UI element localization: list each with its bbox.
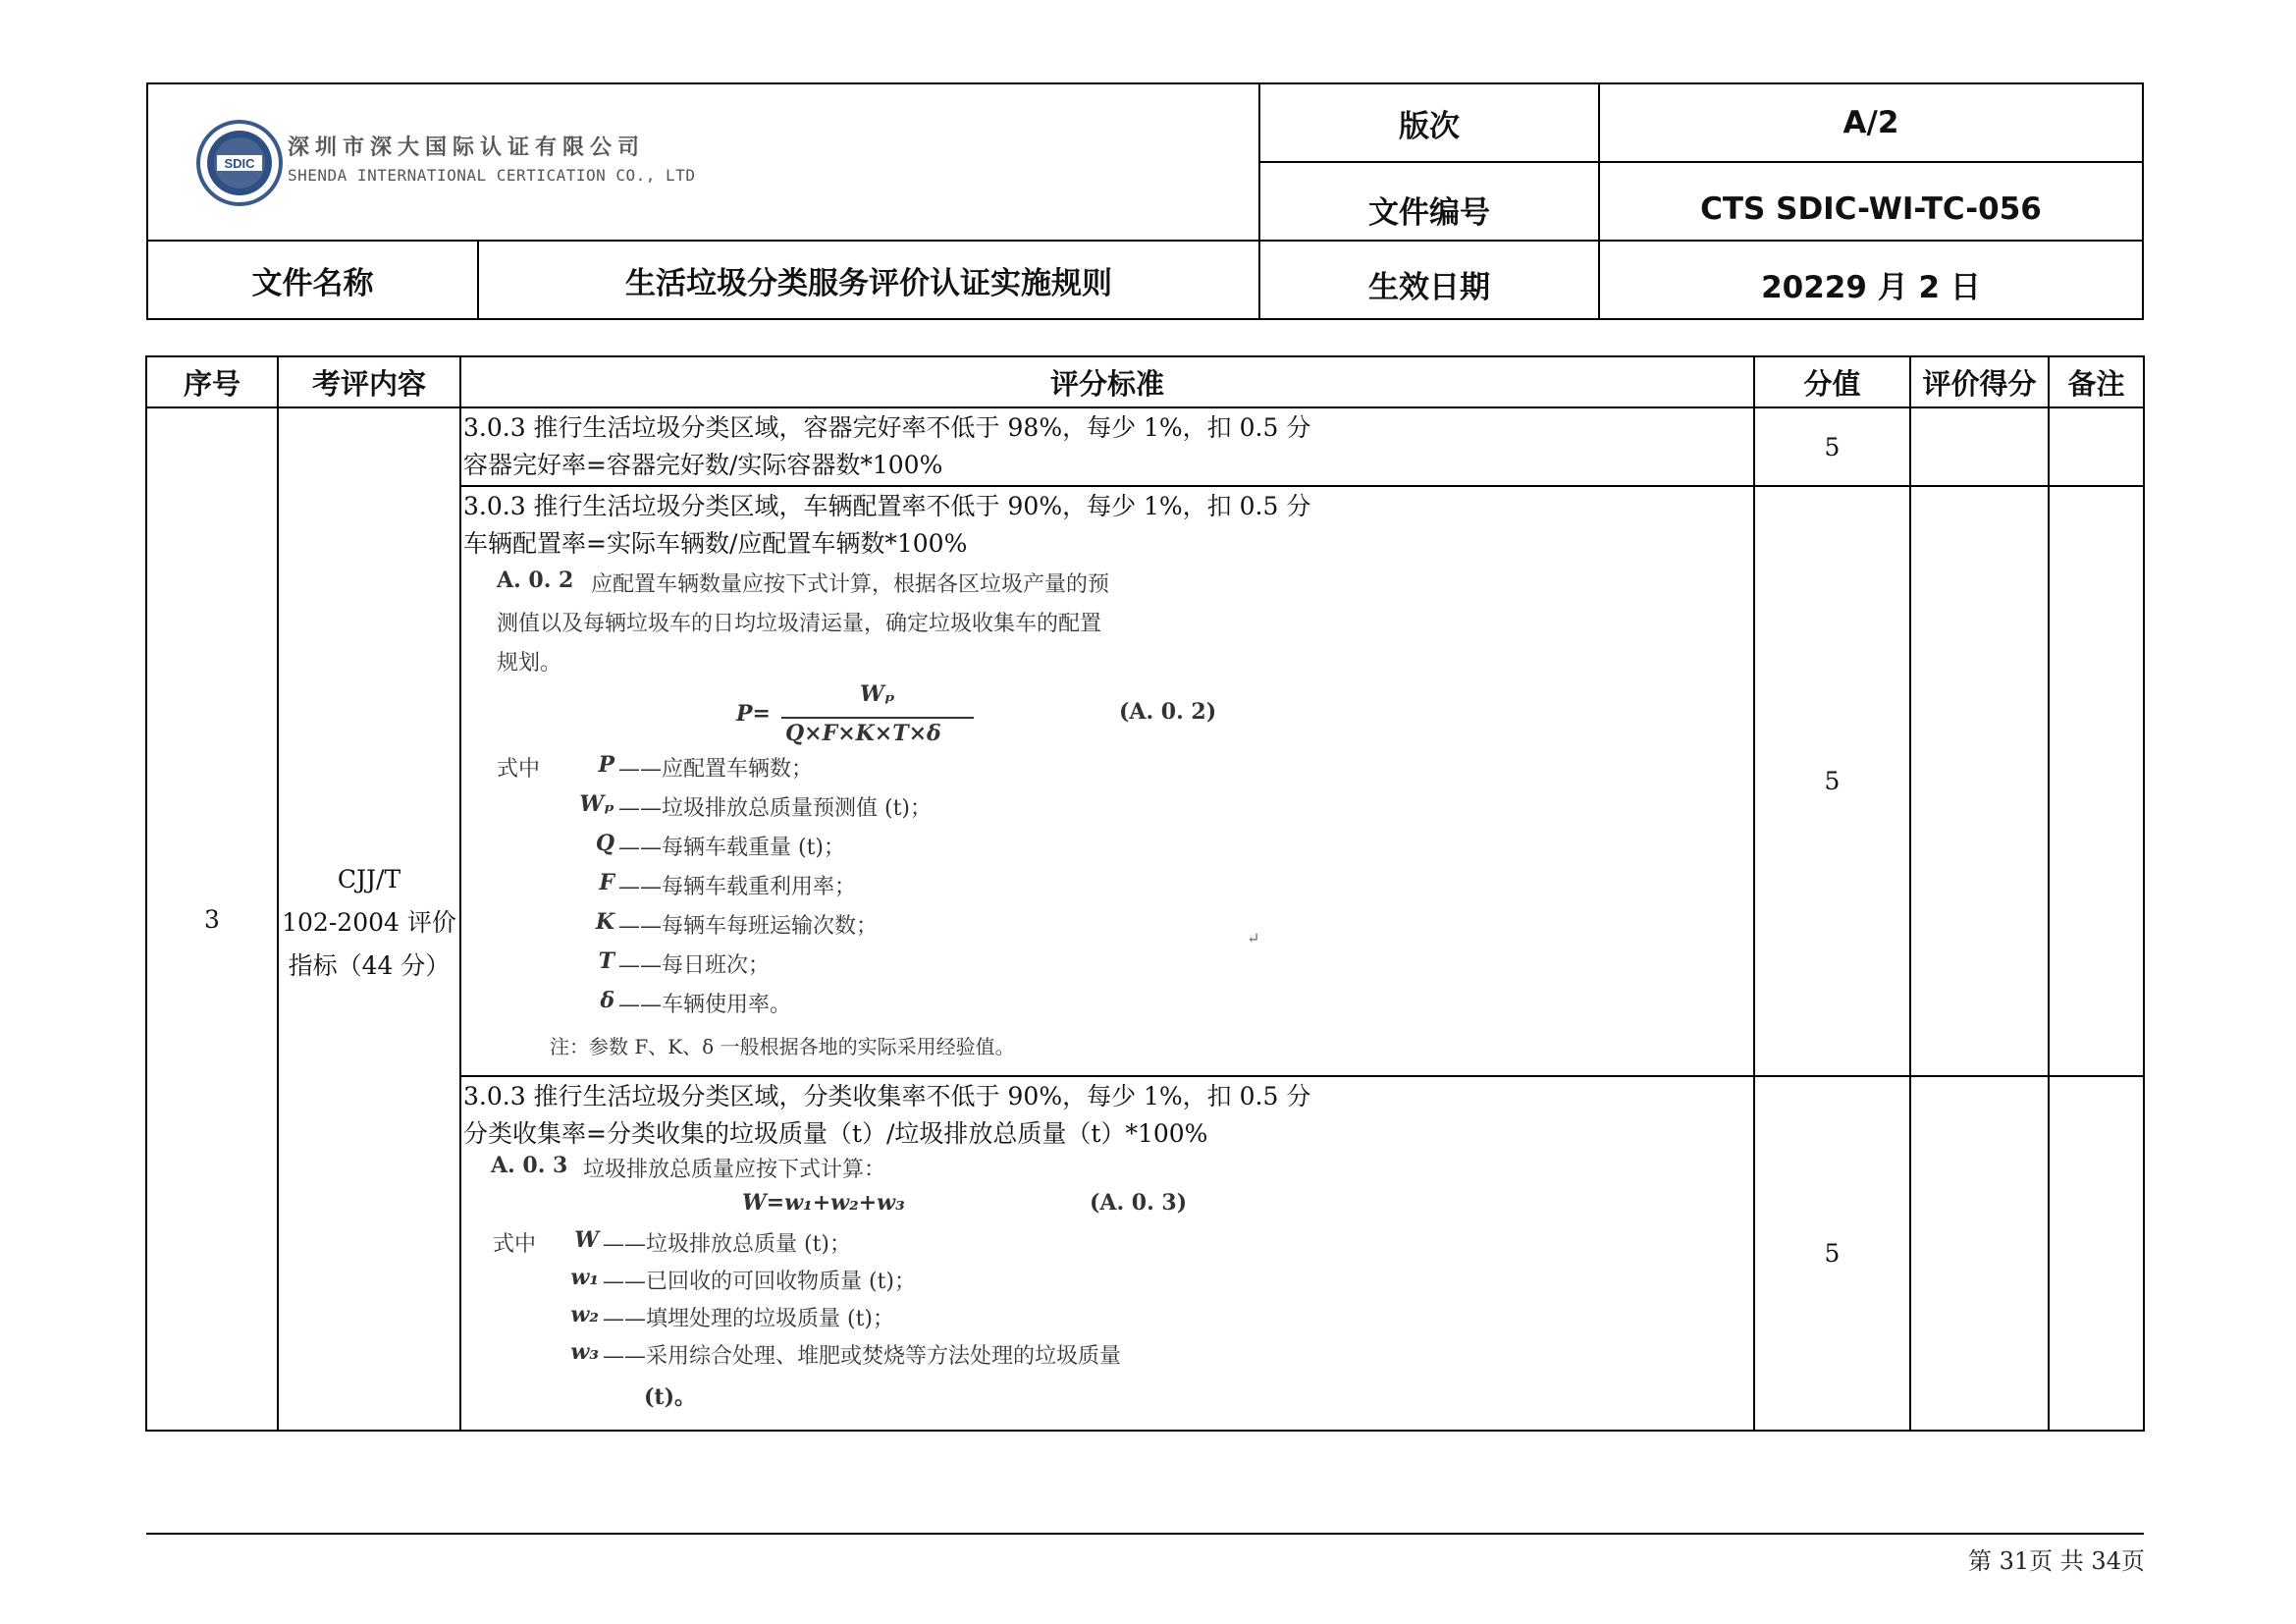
footer-divider: [146, 1533, 2144, 1535]
excerpt-a03-p1: 垃圾排放总质量应按下式计算：: [583, 1158, 886, 1182]
criteria-3-line-2: 分类收集率=分类收集的垃圾质量（t）/垃圾排放总质量（t）*100%: [463, 1119, 1208, 1148]
formula-a03: W=w₁+w₂+w₃: [742, 1190, 905, 1216]
excerpt-a03-label: A. 0. 3: [491, 1153, 568, 1178]
formula-a02-denominator: Q×F×K×T×δ: [785, 721, 941, 746]
var-a02-sym-1: Wₚ: [579, 791, 614, 817]
formula-a02-ref: (A. 0. 2): [1119, 699, 1217, 725]
criteria-2-line-1: 3.0.3 推行生活垃圾分类区域，车辆配置率不低于 90%，每少 1%，扣 0.5 分: [463, 492, 1311, 520]
excerpt-a03-tail: (t)。: [644, 1384, 696, 1410]
header-eval-score: 评价得分: [1922, 366, 2037, 401]
company-name-en: SHENDA INTERNATIONAL CERTICATION CO., LTD: [288, 166, 696, 185]
var-a03-desc-1: ——已回收的可回收物质量 (t)；: [603, 1270, 917, 1294]
var-a02-desc-3: ——每辆车载重利用率；: [618, 875, 857, 899]
formula-a03-ref: (A. 0. 3): [1090, 1190, 1188, 1216]
doc-no-label: 文件编号: [1368, 194, 1490, 231]
header-seq: 序号: [183, 366, 240, 401]
formula-a02-lhs: P=: [736, 701, 771, 727]
var-a02-sym-0: P: [598, 752, 614, 778]
var-a03-desc-3: ——采用综合处理、堆肥或焚烧等方法处理的垃圾质量: [603, 1344, 1122, 1369]
page-number: 第 31页 共 34页: [1968, 1547, 2145, 1575]
excerpt-a02-label: A. 0. 2: [497, 568, 574, 593]
criteria-3-line-1: 3.0.3 推行生活垃圾分类区域，分类收集率不低于 90%，每少 1%，扣 0.5 分: [463, 1082, 1311, 1110]
criteria-1-line-2: 容器完好率=容器完好数/实际容器数*100%: [463, 451, 943, 479]
var-a02-desc-0: ——应配置车辆数；: [618, 757, 814, 782]
version-value: A/2: [1842, 105, 1899, 140]
excerpt-a02-where: 式中: [497, 757, 541, 782]
return-mark-icon: ↵: [1247, 929, 1260, 947]
header-remark: 备注: [2067, 366, 2125, 401]
effective-date-value: 20229 月 2 日: [1761, 269, 1981, 305]
formula-a02-numerator: Wₚ: [860, 681, 895, 707]
criteria-1-score: 5: [1824, 432, 1841, 461]
var-a03-sym-3: w₃: [570, 1339, 599, 1365]
effective-date-label: 生效日期: [1368, 269, 1490, 305]
evaluation-content: [279, 858, 459, 988]
var-a03-sym-1: w₁: [570, 1265, 599, 1290]
var-a02-sym-4: K: [595, 909, 614, 935]
criteria-1-line-1: 3.0.3 推行生活垃圾分类区域，容器完好率不低于 98%，每少 1%，扣 0.5 分: [463, 413, 1311, 442]
var-a02-desc-4: ——每辆车每班运输次数；: [618, 914, 879, 939]
var-a03-desc-0: ——垃圾排放总质量 (t)；: [603, 1232, 852, 1257]
content-line-3: 指标（44 分）: [288, 951, 451, 980]
var-a03-sym-2: w₂: [570, 1302, 599, 1327]
evaluation-table: [145, 355, 2145, 1432]
var-a02-sym-3: F: [599, 870, 614, 895]
var-a02-sym-5: T: [598, 948, 614, 974]
var-a03-sym-0: W: [574, 1227, 599, 1253]
var-a02-desc-1: ——垃圾排放总质量预测值 (t)；: [618, 796, 933, 821]
criteria-3-score: 5: [1824, 1239, 1841, 1268]
doc-no-value: CTS SDIC-WI-TC-056: [1700, 191, 2042, 227]
criteria-2-line-2: 车辆配置率=实际车辆数/应配置车辆数*100%: [463, 529, 968, 558]
var-a02-sym-2: Q: [595, 831, 614, 856]
var-a02-desc-6: ——车辆使用率。: [618, 993, 792, 1017]
row-number: 3: [204, 904, 220, 934]
criteria-2-score: 5: [1824, 767, 1841, 795]
document-header: [146, 82, 2144, 320]
excerpt-a02-p2: 测值以及每辆垃圾车的日均垃圾清运量，确定垃圾收集车的配置: [497, 612, 1102, 636]
doc-name-label: 文件名称: [251, 265, 374, 301]
excerpt-a02-p1: 应配置车辆数量应按下式计算，根据各区垃圾产量的预: [591, 572, 1110, 597]
content-line-1: CJJ/T: [337, 865, 401, 893]
var-a02-sym-6: δ: [600, 988, 614, 1013]
var-a03-desc-2: ——填埋处理的垃圾质量 (t)；: [603, 1307, 895, 1331]
var-a02-desc-5: ——每日班次；: [618, 953, 771, 978]
excerpt-a02-p3: 规划。: [497, 651, 562, 676]
excerpt-a03-where: 式中: [493, 1232, 537, 1257]
fraction-bar: [781, 717, 974, 719]
header-score: 分值: [1803, 366, 1861, 401]
excerpt-a02-note: 注：参数 F、K、δ 一般根据各地的实际采用经验值。: [550, 1035, 1015, 1058]
version-label: 版次: [1399, 108, 1460, 144]
content-line-2: 102-2004 评价: [282, 908, 456, 937]
company-logo-block: [195, 119, 706, 217]
var-a02-desc-2: ——每辆车载重量 (t)；: [618, 836, 846, 860]
header-criteria: 评分标准: [1049, 366, 1164, 401]
logo-text: SDIC: [224, 156, 255, 171]
sdic-seal-icon: [195, 119, 284, 207]
header-content: 考评内容: [311, 366, 426, 401]
company-name-cn: 深圳市深大国际认证有限公司: [288, 135, 646, 160]
doc-name-value: 生活垃圾分类服务评价认证实施规则: [625, 265, 1112, 301]
